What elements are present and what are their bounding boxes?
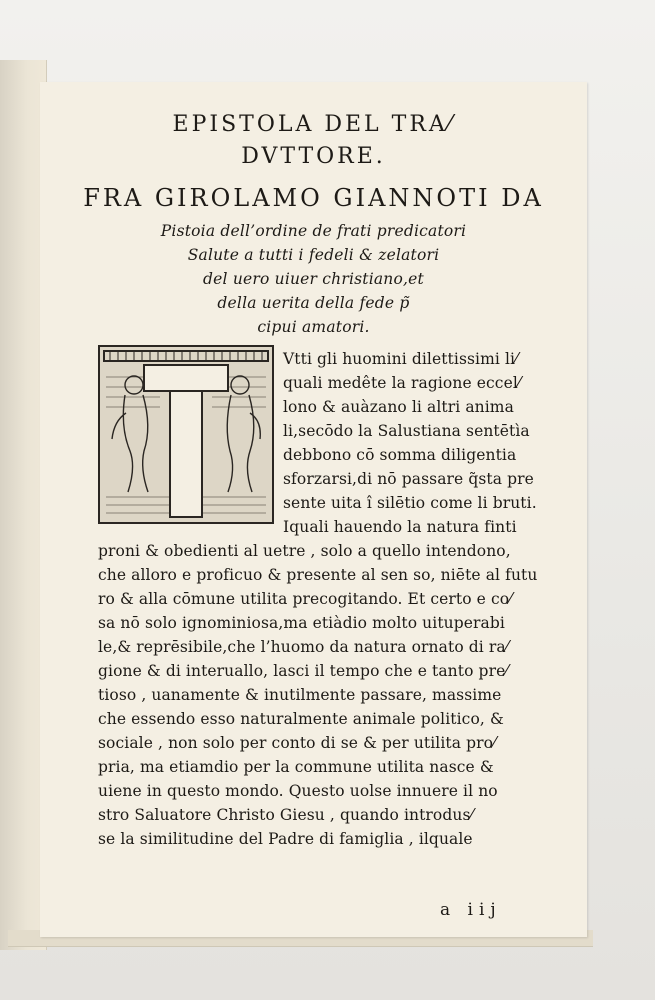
body-line-18: pria, ma etiamdio per la commune utilita nasce & — [98, 758, 494, 776]
epistle-title-line-2: DVTTORE. — [241, 144, 386, 169]
woodcut-initial-illustration — [100, 347, 272, 522]
body-line-12: sa nō solo ignominiosa,ma etiàdio molto uituperabi — [98, 614, 505, 632]
body-line-5: debbono cō somma diligentia — [283, 446, 517, 464]
address-line-1: Pistoia dell’ordine de frati predicatori — [160, 222, 467, 240]
signature-mark: a iij — [440, 900, 502, 920]
address-line-3: del uero uiuer christiano,et — [203, 270, 424, 288]
body-line-20: stro Saluatore Christo Giesu , quando introdus⁄ — [98, 806, 474, 824]
body-line-19: uiene in questo mondo. Questo uolse innuere il no — [98, 782, 498, 800]
address-line-4: della uerita della fede p̃ — [217, 294, 410, 312]
body-line-21: se la similitudine del Padre di famiglia , ilquale — [98, 830, 473, 848]
body-line-14: gione & di interuallo, lasci il tempo che e tanto pre⁄ — [98, 662, 509, 680]
body-line-6: sforzarsi,di nō passare q̃sta pre — [283, 470, 534, 488]
body-line-1: Vtti gli huomini dilettissimi li⁄ — [283, 350, 518, 368]
address-line-5: cipui amatori. — [257, 318, 370, 336]
body-line-7: sente uita î silētio come li bruti. — [283, 494, 537, 512]
epistle-title-line-1: EPISTOLA DEL TRA⁄ — [172, 112, 455, 137]
body-line-8: Iquali hauendo la natura finti — [283, 518, 517, 536]
body-line-13: le,& reprēsibile,che l’huomo da natura ornato di ra⁄ — [98, 638, 509, 656]
woodcut-initial-image — [98, 345, 274, 524]
book-page — [40, 82, 587, 937]
body-line-16: che essendo esso naturalmente animale politico, & — [98, 710, 504, 728]
body-line-2: quali medête la ragione eccel⁄ — [283, 374, 521, 392]
body-line-11: ro & alla cōmune utilita precogitando. Et certo e co⁄ — [98, 590, 512, 608]
author-heading: FRA GIROLAMO GIANNOTI DA — [83, 184, 544, 212]
body-line-10: che alloro e proficuo & presente al sen so, niēte al futu — [98, 566, 538, 584]
body-line-4: li,secōdo la Salustiana sentētìa — [283, 422, 530, 440]
body-line-3: lono & auàzano li altri anima — [283, 398, 514, 416]
body-line-9: proni & obedienti al uetre , solo a quello intendono, — [98, 542, 511, 560]
body-line-15: tioso , uanamente & inutilmente passare, massime — [98, 686, 502, 704]
body-line-17: sociale , non solo per conto di se & per utilita pro⁄ — [98, 734, 496, 752]
address-line-2: Salute a tutti i fedeli & zelatori — [187, 246, 440, 264]
